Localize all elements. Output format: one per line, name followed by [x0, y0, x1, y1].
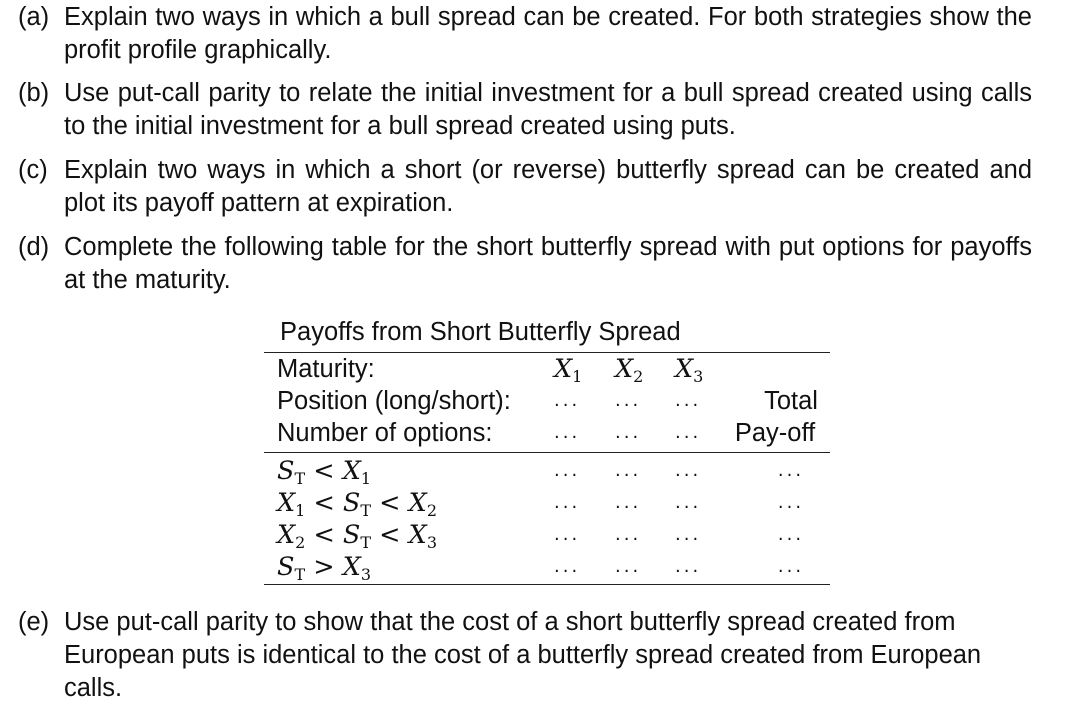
question-label: (b): [18, 79, 50, 107]
math-operator: <: [305, 488, 343, 518]
total-payoff-cell: ...: [777, 556, 805, 577]
math-symbol: $S_T$: [342, 520, 372, 552]
math-symbol: $X_1$: [277, 488, 306, 520]
math-symbol: $X_1$: [342, 456, 372, 488]
payoff-cell: ...: [615, 556, 642, 577]
table-mid-rule: [264, 452, 830, 453]
question-text: Complete the following table for the short butterfly spread with put options for payoffs at the maturity.: [64, 233, 1032, 294]
strike-symbol: $X_1$: [554, 354, 583, 386]
header-label-number: Number of options:: [277, 419, 493, 447]
payoff-cell: ...: [675, 524, 702, 545]
math-symbol: $S_T$: [342, 488, 372, 520]
payoff-cell: ...: [615, 524, 642, 545]
number-cell: ...: [615, 422, 642, 443]
question-label: (c): [18, 156, 48, 184]
total-header-line1: Total: [764, 387, 818, 415]
table-caption: Payoffs from Short Butterfly Spread: [280, 318, 681, 346]
payoff-cell: ...: [675, 492, 702, 513]
math-operator: <: [371, 520, 409, 550]
payoff-cell: ...: [554, 524, 581, 545]
math-symbol: $X_2$: [408, 488, 437, 520]
payoff-cell: ...: [675, 556, 702, 577]
math-operator: <: [305, 456, 343, 486]
payoff-cell: ...: [615, 492, 642, 513]
total-header-line2: Pay-off: [734, 419, 816, 447]
math-symbol: $S_T$: [277, 552, 306, 584]
number-cell: ...: [675, 422, 702, 443]
math-operator: >: [305, 552, 343, 582]
header-label-maturity: Maturity:: [277, 355, 375, 383]
header-label-position: Position (long/short):: [277, 387, 511, 415]
position-cell: ...: [615, 390, 642, 411]
question-label: (a): [18, 3, 50, 31]
total-payoff-cell: ...: [777, 460, 805, 481]
math-symbol: $S_T$: [277, 456, 306, 488]
question-text: Explain two ways in which a bull spread can be created. For both strategies show the profit profile graphically.: [64, 3, 1032, 64]
payoff-cell: ...: [554, 460, 581, 481]
math-symbol: $X_3$: [342, 552, 372, 584]
question-text: Use put-call parity to relate the initial investment for a bull spread created using calls to the initial investment for a bull spread created using puts.: [64, 79, 1032, 140]
math-symbol: $X_2$: [277, 520, 306, 552]
total-payoff-cell: ...: [777, 524, 805, 545]
math-operator: <: [305, 520, 343, 550]
question-text: Use put-call parity to show that the cost of a short butterfly spread created from European puts is identical to the cost of a butterfly spread created from European calls.: [64, 608, 982, 702]
number-cell: ...: [554, 422, 581, 443]
payoff-cell: ...: [675, 460, 702, 481]
math-symbol: $X_3$: [408, 520, 437, 552]
position-cell: ...: [554, 390, 581, 411]
payoff-cell: ...: [554, 492, 581, 513]
table-top-rule: [264, 352, 830, 353]
question-text: Explain two ways in which a short (or reverse) butterfly spread can be created and plot its payoff pattern at expiration.: [64, 156, 1032, 217]
math-operator: <: [371, 488, 409, 518]
total-payoff-cell: ...: [777, 492, 805, 513]
row-condition: [277, 552, 371, 590]
payoff-cell: ...: [554, 556, 581, 577]
question-label: (d): [18, 233, 50, 261]
strike-symbol: $X_3$: [675, 354, 704, 386]
position-cell: ...: [675, 390, 702, 411]
strike-symbol: $X_2$: [615, 354, 644, 386]
question-label: (e): [18, 608, 50, 636]
payoff-cell: ...: [615, 460, 642, 481]
